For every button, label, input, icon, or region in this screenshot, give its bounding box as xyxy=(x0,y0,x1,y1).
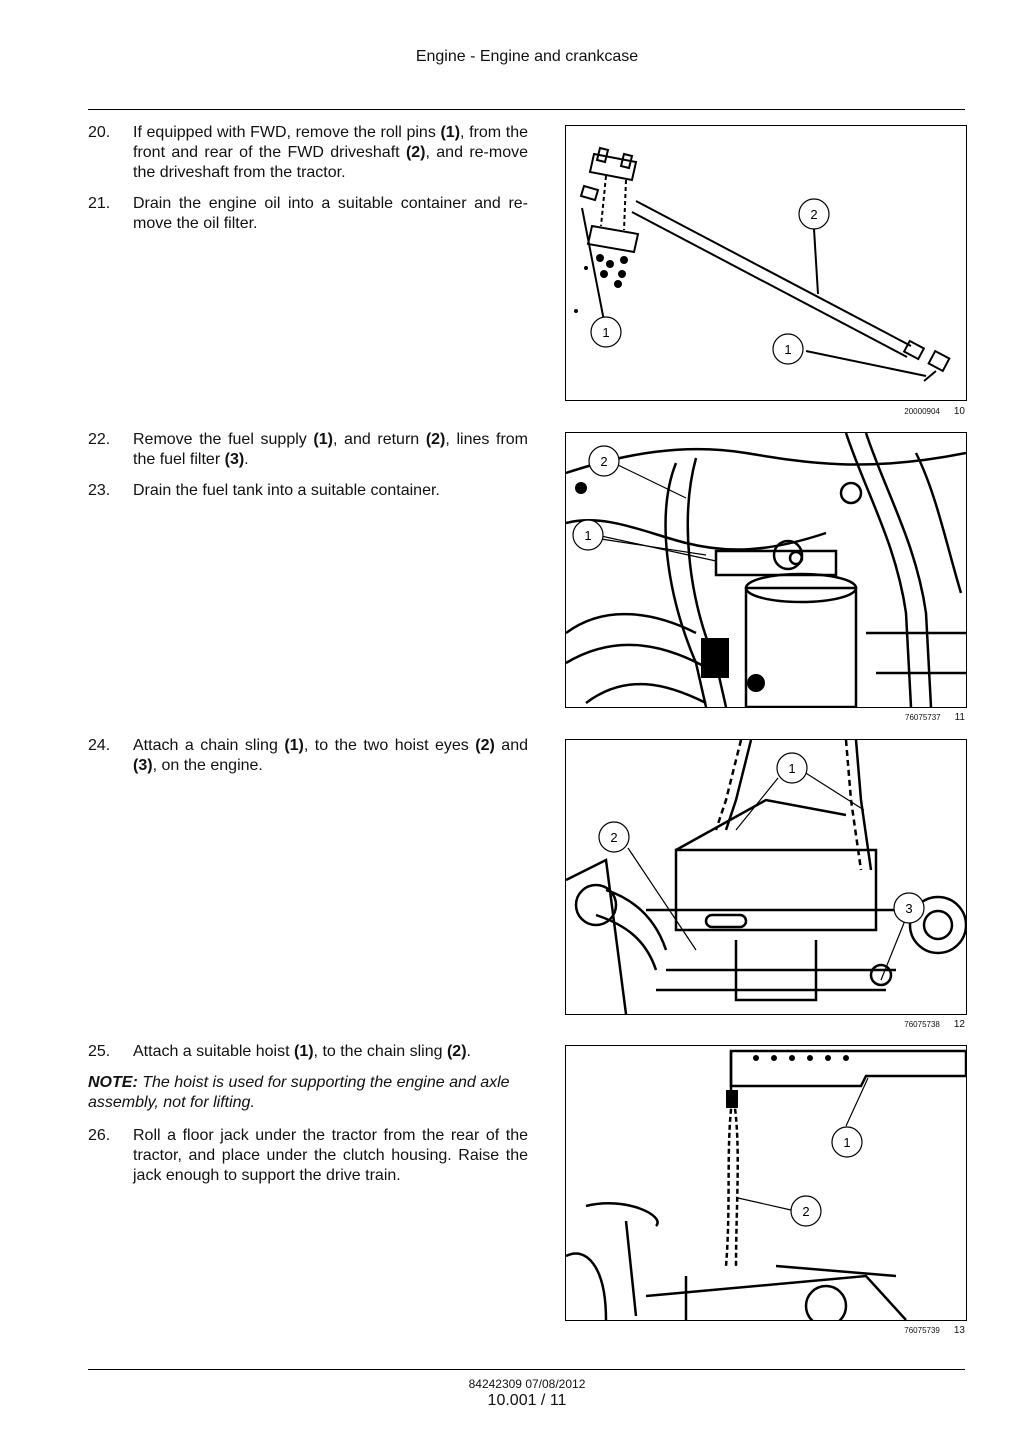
step-number: 24. xyxy=(88,737,111,754)
figure-id: 76075737 xyxy=(905,713,941,722)
svg-text:1: 1 xyxy=(602,325,610,340)
step-text: , to the two hoist eyes xyxy=(303,737,476,754)
svg-text:2: 2 xyxy=(802,1204,810,1219)
step-body xyxy=(133,481,528,501)
figure-id: 20000904 xyxy=(904,407,940,416)
callout-2 xyxy=(799,199,829,229)
header-rule xyxy=(88,109,965,110)
step-body xyxy=(133,1042,528,1062)
reference-number: (2) xyxy=(425,431,446,448)
callout-1 xyxy=(777,753,807,783)
figure-caption xyxy=(565,712,965,723)
section-4-text xyxy=(88,1042,528,1197)
reference-number: (1) xyxy=(313,431,333,448)
step-body xyxy=(133,736,528,776)
step-text: Drain the fuel tank into a suitable container. xyxy=(133,482,440,499)
step-number: 22. xyxy=(88,431,111,448)
figure-driveshaft xyxy=(565,125,967,401)
callout-2 xyxy=(791,1196,821,1226)
callout-1 xyxy=(573,520,603,550)
step-23 xyxy=(88,481,528,501)
step-text: If equipped with FWD, remove the roll pins xyxy=(133,124,441,141)
fuel-filter-illustration xyxy=(566,433,966,707)
footer-rule xyxy=(88,1369,965,1370)
footer-doc-id: 84242309 07/08/2012 xyxy=(468,1377,586,1391)
step-number: 21. xyxy=(88,195,111,212)
callout-1 xyxy=(832,1127,862,1157)
section-3-text xyxy=(88,736,528,787)
step-21 xyxy=(88,194,528,234)
reference-number: (2) xyxy=(405,144,426,161)
figure-id: 76075739 xyxy=(904,1326,940,1335)
svg-text:1: 1 xyxy=(584,528,592,543)
step-text: Attach a chain sling xyxy=(133,737,285,754)
step-text: Attach a suitable hoist xyxy=(133,1043,294,1060)
figure-id: 76075738 xyxy=(904,1020,940,1029)
reference-number: (2) xyxy=(475,737,495,754)
svg-text:3: 3 xyxy=(905,901,913,916)
page-header-title: Engine - Engine and crankcase xyxy=(415,48,639,65)
reference-number: (3) xyxy=(133,757,153,774)
footer-page-number: 10.001 / 11 xyxy=(487,1392,567,1409)
step-text: Remove the fuel supply xyxy=(133,431,314,448)
step-text: . xyxy=(244,451,249,468)
figure-hoist xyxy=(565,1045,967,1321)
svg-text:1: 1 xyxy=(788,761,796,776)
reference-number: (1) xyxy=(440,124,461,141)
step-number: 25. xyxy=(88,1043,111,1060)
reference-number: (3) xyxy=(224,451,245,468)
figure-caption xyxy=(565,1325,965,1336)
step-text: and xyxy=(494,737,528,754)
svg-text:1: 1 xyxy=(784,342,792,357)
svg-text:2: 2 xyxy=(600,454,608,469)
svg-text:2: 2 xyxy=(810,207,818,222)
driveshaft-illustration xyxy=(566,126,966,400)
step-text: , from the front and rear of the FWD driveshaft xyxy=(133,124,528,161)
hoist-illustration xyxy=(566,1046,966,1320)
section-2-text xyxy=(88,430,528,512)
step-text: , on the engine. xyxy=(152,757,263,774)
step-text: Drain the engine oil into a suitable container and re-move the oil filter. xyxy=(133,195,528,232)
figure-chain-sling xyxy=(565,739,967,1015)
figure-fuel-filter xyxy=(565,432,967,708)
callout-2 xyxy=(599,822,629,852)
step-text: , to the chain sling xyxy=(313,1043,447,1060)
figure-number: 13 xyxy=(953,1325,965,1336)
step-20 xyxy=(88,123,528,183)
step-body xyxy=(133,194,528,234)
callout-1 xyxy=(773,334,803,364)
svg-text:1: 1 xyxy=(843,1135,851,1150)
callout-1 xyxy=(591,317,621,347)
step-22 xyxy=(88,430,528,470)
step-text: Roll a floor jack under the tractor from the rear of the tractor, and place under the clutch housing. Raise the jack enough to support the drive train. xyxy=(133,1127,528,1184)
step-text: , lines from the fuel filter xyxy=(133,431,528,468)
figure-caption xyxy=(565,1019,965,1030)
step-body xyxy=(133,430,528,470)
section-1-text xyxy=(88,123,528,245)
figure-number: 10 xyxy=(953,406,965,417)
reference-number: (1) xyxy=(284,737,304,754)
callout-3 xyxy=(894,893,924,923)
step-text: . xyxy=(466,1043,471,1060)
step-body xyxy=(133,1126,528,1186)
figure-number: 11 xyxy=(954,712,965,723)
svg-text:2: 2 xyxy=(610,830,618,845)
step-text: , and re-move the driveshaft from the tractor. xyxy=(133,144,528,181)
step-number: 26. xyxy=(88,1127,111,1144)
step-number: 20. xyxy=(88,124,111,141)
step-number: 23. xyxy=(88,482,111,499)
step-26 xyxy=(88,1126,528,1186)
reference-number: (2) xyxy=(446,1043,467,1060)
step-24 xyxy=(88,736,528,776)
note-text: The hoist is used for supporting the engine and axle assembly, not for lifting. xyxy=(88,1074,510,1111)
step-text: , and return xyxy=(332,431,426,448)
chain-sling-illustration xyxy=(566,740,966,1014)
figure-number: 12 xyxy=(953,1019,965,1030)
step-25 xyxy=(88,1042,528,1062)
callout-2 xyxy=(589,446,619,476)
note-label: NOTE: xyxy=(88,1074,138,1091)
note xyxy=(88,1073,528,1113)
figure-caption xyxy=(565,406,965,417)
step-body xyxy=(133,123,528,183)
reference-number: (1) xyxy=(293,1043,314,1060)
